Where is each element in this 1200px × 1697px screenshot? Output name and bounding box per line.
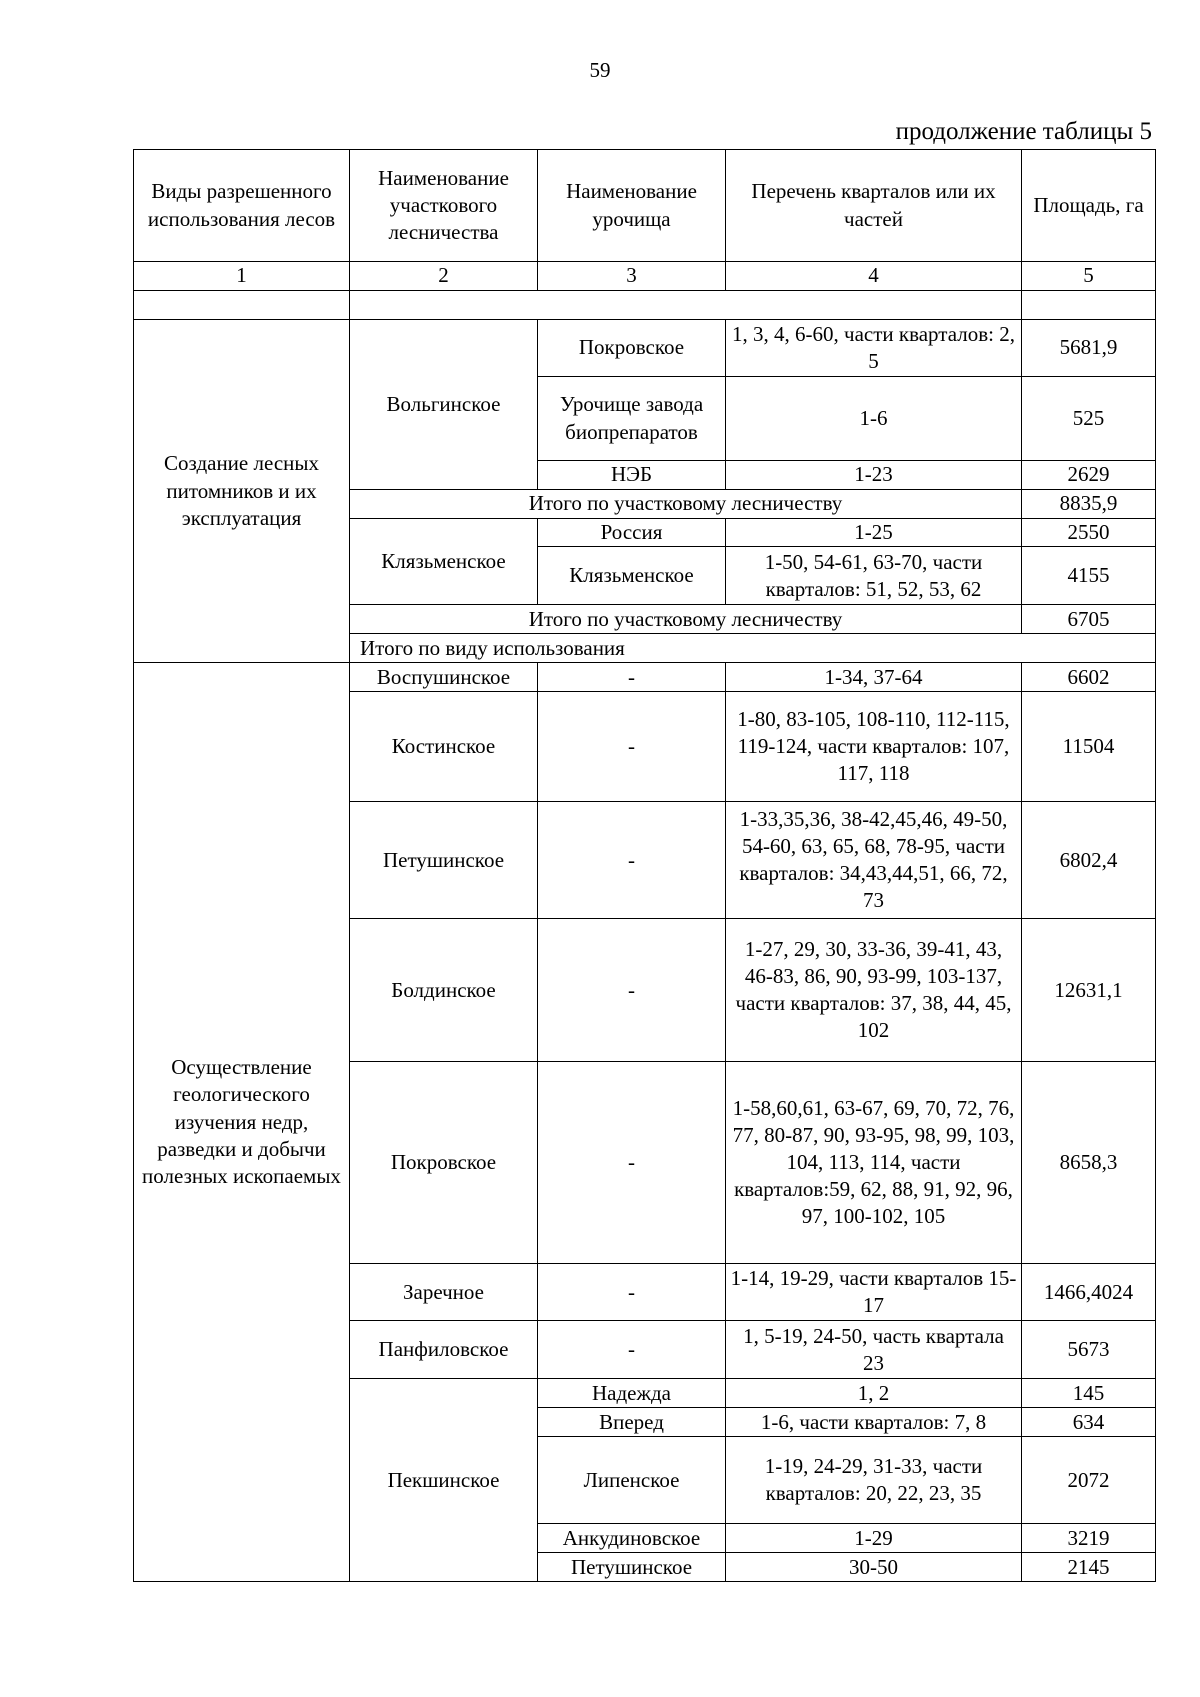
total-label: Итого по виду использования: [350, 634, 1156, 663]
tract-cell: Клязьменское: [538, 547, 726, 605]
area-cell: 3219: [1022, 1524, 1156, 1553]
quarters-cell: 1-25: [726, 519, 1022, 547]
quarters-cell: 30-50: [726, 1553, 1022, 1582]
column-number: 3: [538, 262, 726, 291]
quarters-cell: 1-80, 83-105, 108-110, 112-115, 119-124, части кварталов: 107, 117, 118: [726, 692, 1022, 802]
subtotal-area: 8835,9: [1022, 490, 1156, 519]
header-forestry: Наименование участкового лесничества: [350, 150, 538, 262]
quarters-cell: 1-6, части кварталов: 7, 8: [726, 1408, 1022, 1437]
area-cell: 11504: [1022, 692, 1156, 802]
forest-use-table: [133, 149, 1156, 1582]
use-type-cell: Создание лесных питомников и их эксплуатация: [134, 320, 350, 663]
forestry-cell: Костинское: [350, 692, 538, 802]
header-tract: Наименование урочища: [538, 150, 726, 262]
tract-cell: -: [538, 663, 726, 692]
empty-cell: [134, 291, 350, 320]
area-cell: 5681,9: [1022, 320, 1156, 377]
area-cell: 145: [1022, 1379, 1156, 1408]
tract-cell: Надежда: [538, 1379, 726, 1408]
forestry-cell: Панфиловское: [350, 1321, 538, 1379]
forestry-cell: Пекшинское: [350, 1379, 538, 1582]
tract-cell: НЭБ: [538, 461, 726, 490]
page-number: 59: [589, 58, 611, 82]
header-quarters: Перечень кварталов или их частей: [726, 150, 1022, 262]
tract-cell: -: [538, 1062, 726, 1264]
forestry-cell: Заречное: [350, 1264, 538, 1321]
empty-cell: [350, 291, 1022, 320]
column-number: 1: [134, 262, 350, 291]
tract-cell: -: [538, 692, 726, 802]
quarters-cell: 1-50, 54-61, 63-70, части кварталов: 51, 52, 53, 62: [726, 547, 1022, 605]
quarters-cell: 1-6: [726, 377, 1022, 461]
tract-cell: Россия: [538, 519, 726, 547]
area-cell: 6802,4: [1022, 802, 1156, 919]
quarters-cell: 1-19, 24-29, 31-33, части кварталов: 20, 22, 23, 35: [726, 1437, 1022, 1524]
area-cell: 5673: [1022, 1321, 1156, 1379]
tract-cell: Анкудиновское: [538, 1524, 726, 1553]
area-cell: 2145: [1022, 1553, 1156, 1582]
table-continuation-label: продолжение таблицы 5: [895, 118, 1152, 145]
area-cell: 634: [1022, 1408, 1156, 1437]
column-number: 4: [726, 262, 1022, 291]
quarters-cell: 1-29: [726, 1524, 1022, 1553]
forestry-cell: Петушинское: [350, 802, 538, 919]
area-cell: 12631,1: [1022, 919, 1156, 1062]
subtotal-label: Итого по участковому лесничеству: [350, 490, 1022, 519]
area-cell: 525: [1022, 377, 1156, 461]
column-number: 2: [350, 262, 538, 291]
header-use-type: Виды разрешенного использования лесов: [134, 150, 350, 262]
area-cell: 4155: [1022, 547, 1156, 605]
quarters-cell: 1-58,60,61, 63-67, 69, 70, 72, 76, 77, 80-87, 90, 93-95, 98, 99, 103, 104, 113, 114, части кварталов:59, 62, 88, 91, 92, 96, 97, 100-102, 105: [726, 1062, 1022, 1264]
tract-cell: Покровское: [538, 320, 726, 377]
area-cell: 2550: [1022, 519, 1156, 547]
forestry-cell: Воспушинское: [350, 663, 538, 692]
forestry-cell: Вольгинское: [350, 320, 538, 490]
forestry-cell: Болдинское: [350, 919, 538, 1062]
quarters-cell: 1, 3, 4, 6-60, части кварталов: 2, 5: [726, 320, 1022, 377]
quarters-cell: 1, 2: [726, 1379, 1022, 1408]
subtotal-label: Итого по участковому лесничеству: [350, 605, 1022, 634]
tract-cell: -: [538, 919, 726, 1062]
subtotal-area: 6705: [1022, 605, 1156, 634]
quarters-cell: 1-27, 29, 30, 33-36, 39-41, 43, 46-83, 86, 90, 93-99, 103-137, части кварталов: 37, 38, 44, 45, 102: [726, 919, 1022, 1062]
column-number: 5: [1022, 262, 1156, 291]
tract-cell: Вперед: [538, 1408, 726, 1437]
empty-cell: [1022, 291, 1156, 320]
empty-row: [134, 291, 1156, 320]
header-area: Площадь, га: [1022, 150, 1156, 262]
tract-cell: -: [538, 1264, 726, 1321]
tract-cell: Липенское: [538, 1437, 726, 1524]
area-cell: 2629: [1022, 461, 1156, 490]
quarters-cell: 1-14, 19-29, части кварталов 15-17: [726, 1264, 1022, 1321]
forestry-cell: Покровское: [350, 1062, 538, 1264]
table-row: [134, 663, 1156, 692]
area-cell: 2072: [1022, 1437, 1156, 1524]
quarters-cell: 1-33,35,36, 38-42,45,46, 49-50, 54-60, 63, 65, 68, 78-95, части кварталов: 34,43,44,51, 66, 72, 73: [726, 802, 1022, 919]
tract-cell: -: [538, 1321, 726, 1379]
quarters-cell: 1-34, 37-64: [726, 663, 1022, 692]
forestry-cell: Клязьменское: [350, 519, 538, 605]
tract-cell: -: [538, 802, 726, 919]
table-row: [134, 320, 1156, 377]
tract-cell: Урочище завода биопрепаратов: [538, 377, 726, 461]
area-cell: 1466,4024: [1022, 1264, 1156, 1321]
table-header-row: [134, 150, 1156, 262]
use-type-cell: Осуществление геологического изучения недр, разведки и добычи полезных ископаемых: [134, 663, 350, 1582]
column-number-row: [134, 262, 1156, 291]
quarters-cell: 1, 5-19, 24-50, часть квартала 23: [726, 1321, 1022, 1379]
area-cell: 8658,3: [1022, 1062, 1156, 1264]
area-cell: 6602: [1022, 663, 1156, 692]
tract-cell: Петушинское: [538, 1553, 726, 1582]
quarters-cell: 1-23: [726, 461, 1022, 490]
